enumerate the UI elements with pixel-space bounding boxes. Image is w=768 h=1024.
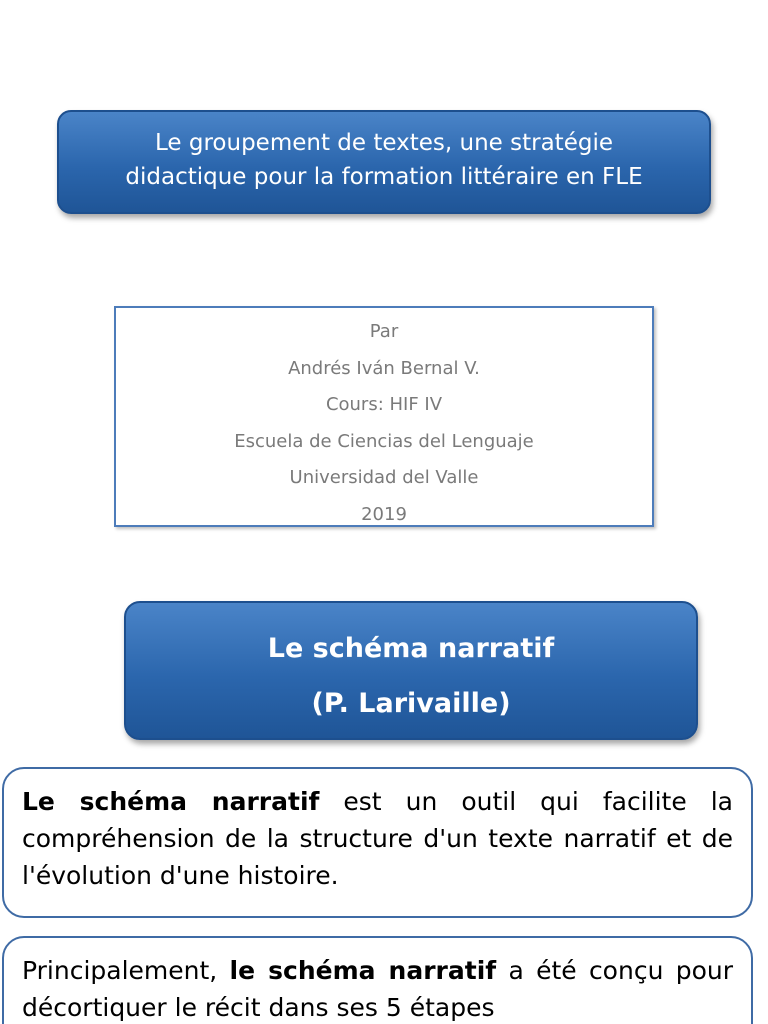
description-text: a été conçu pour décortiquer le récit dans ses 5 étapes xyxy=(22,956,734,1022)
section-title-box xyxy=(124,601,698,740)
description-paragraph-box xyxy=(2,936,753,1024)
description-bold-term: le schéma narratif xyxy=(229,956,497,985)
author-line-school: Escuela de Ciencias del Lenguaje xyxy=(234,430,534,452)
description-prefix: Principalement, xyxy=(22,956,230,985)
author-line-course: Cours: HIF IV xyxy=(325,394,443,415)
section-subtitle: (P. Larivaille) xyxy=(311,688,511,719)
author-line-university: Universidad del Valle xyxy=(289,467,479,488)
title-line-2: didactique pour la formation littéraire en FLE xyxy=(125,164,643,190)
author-line-year: 2019 xyxy=(361,503,407,525)
section-title: Le schéma narratif xyxy=(267,633,555,664)
definition-text: est un outil qui facilite la compréhension de la structure d'un texte narratif et de l'évolution d'une histoire. xyxy=(22,787,733,890)
title-box xyxy=(57,110,711,214)
definition-bold-term: Le schéma narratif xyxy=(22,787,320,816)
author-line-par: Par xyxy=(369,321,399,342)
author-line-name: Andrés Iván Bernal V. xyxy=(288,357,480,379)
definition-paragraph-box xyxy=(2,767,753,918)
title-line-1: Le groupement de textes, une stratégie xyxy=(155,130,613,156)
author-box xyxy=(114,306,654,527)
